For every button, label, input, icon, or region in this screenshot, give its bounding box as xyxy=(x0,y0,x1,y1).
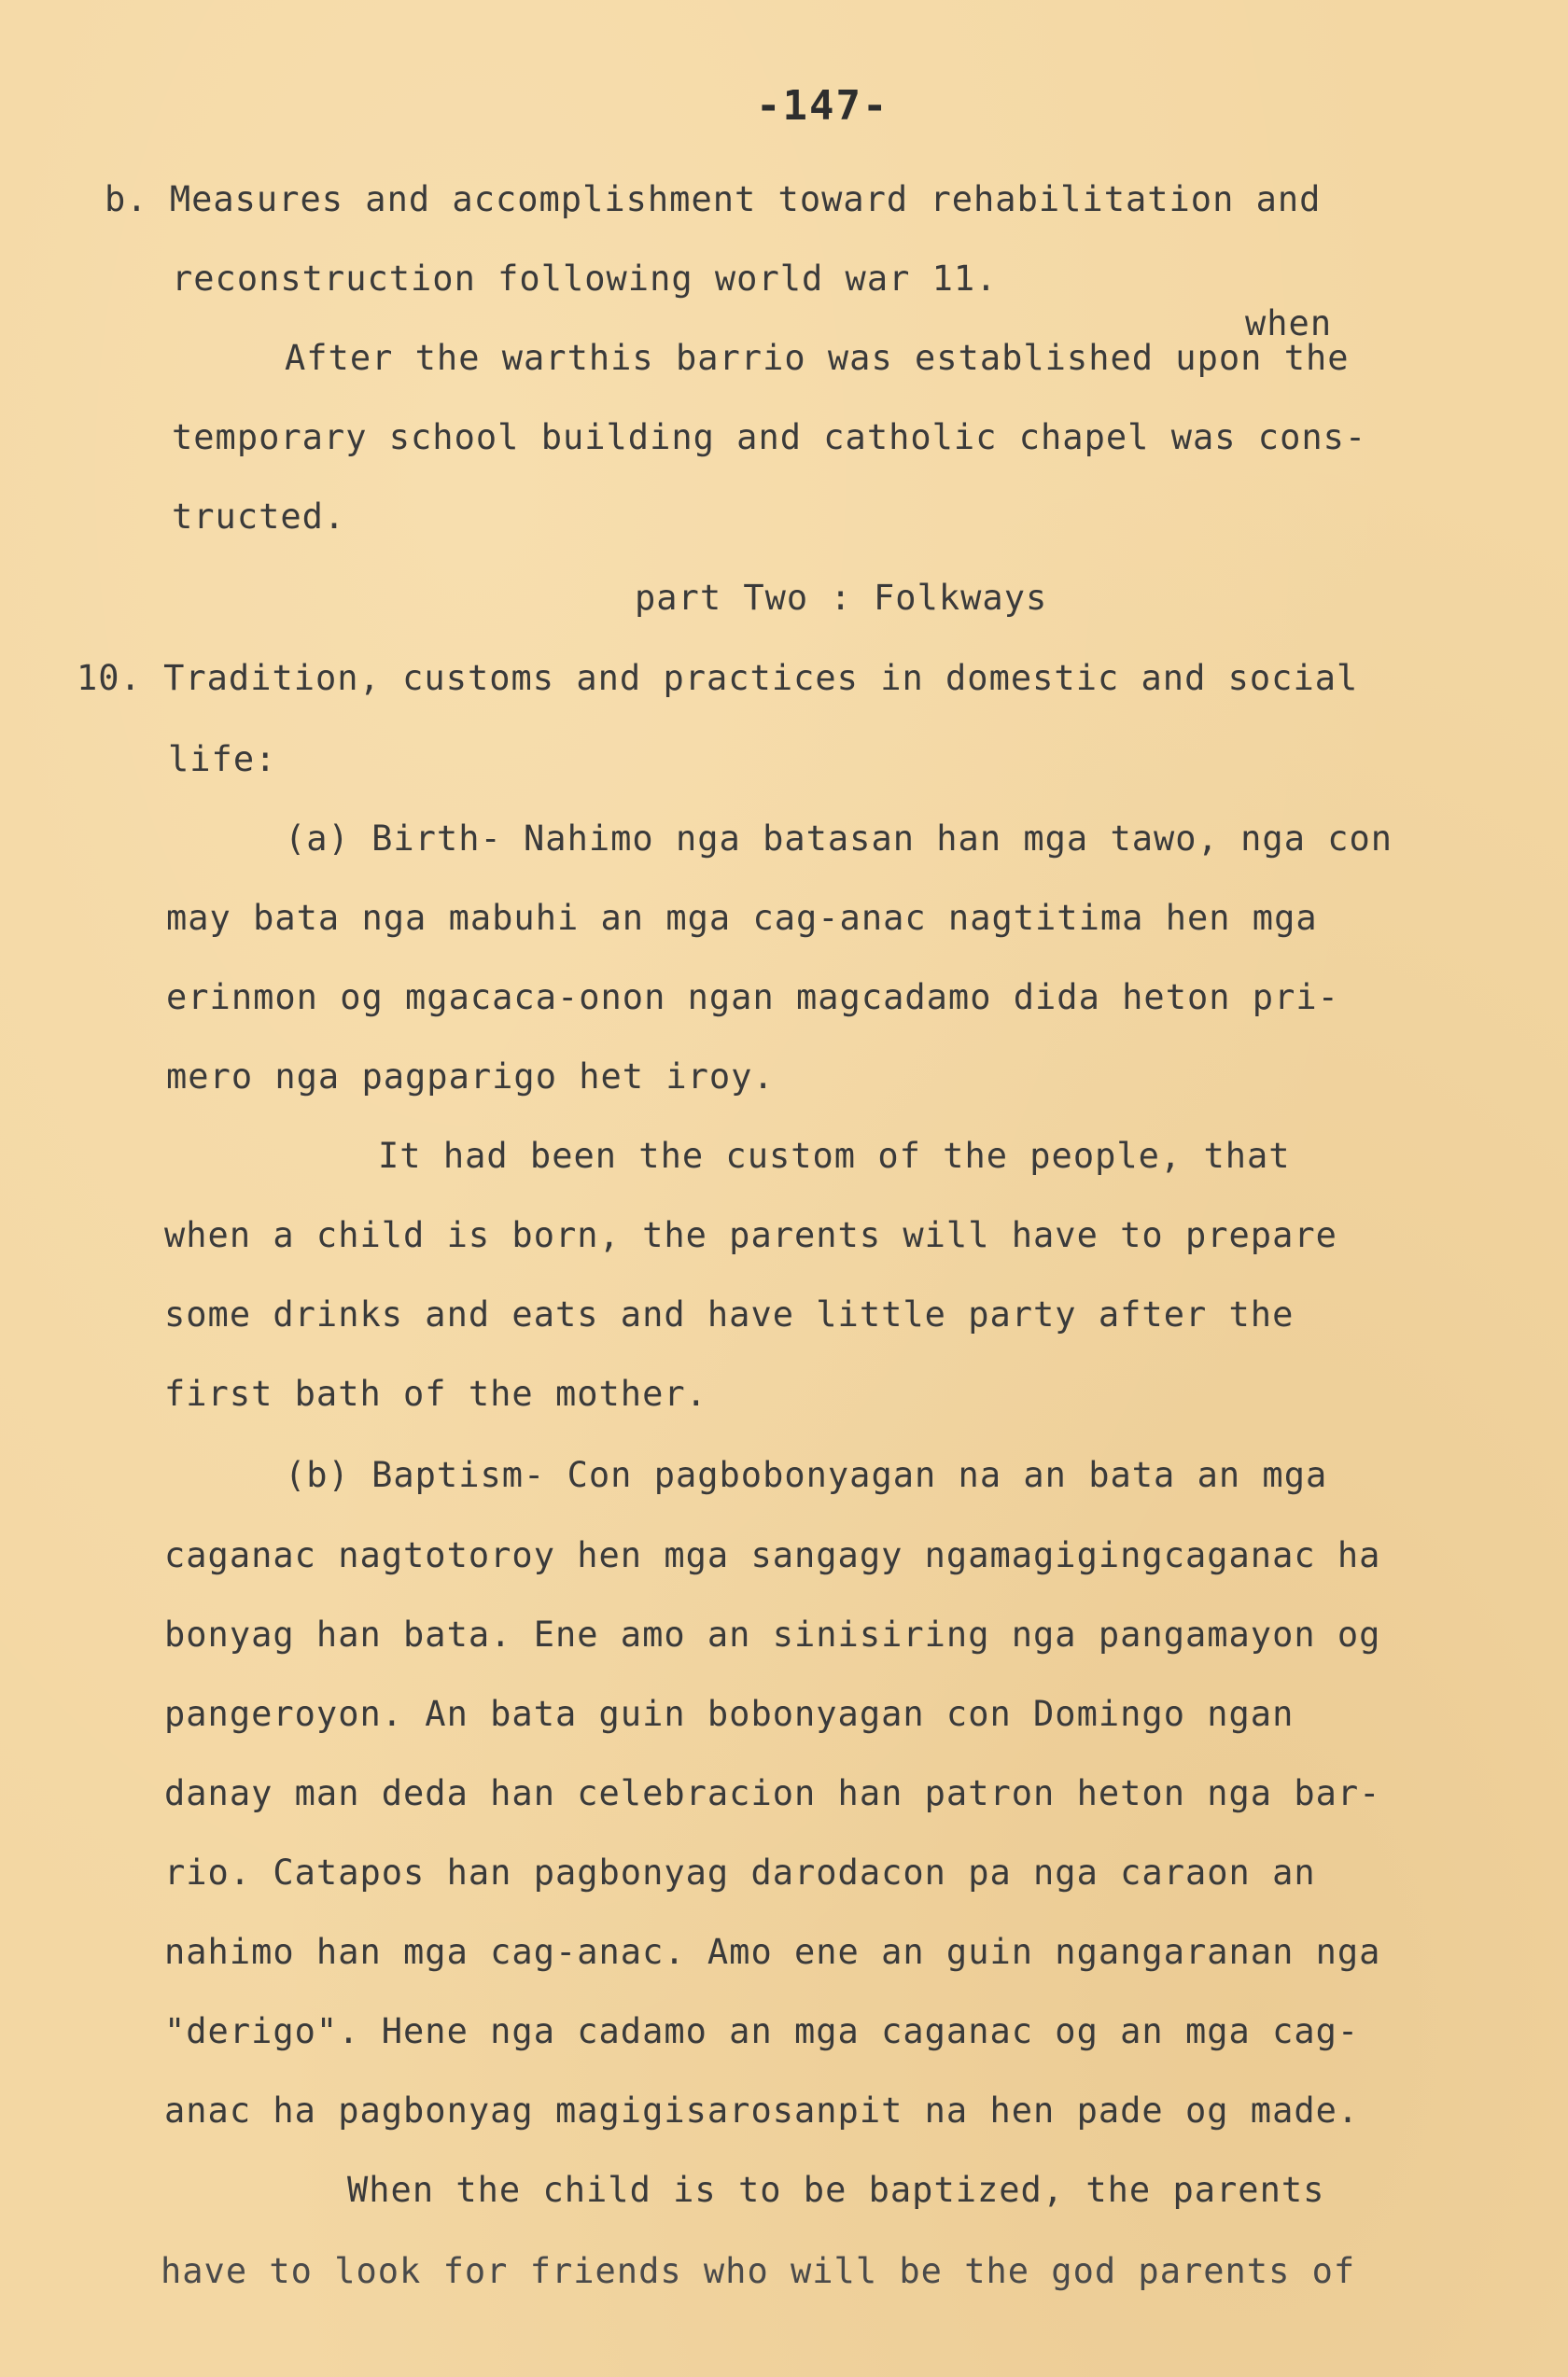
text-line: (a) Birth- Nahimo nga batasan han mga tawo, nga con xyxy=(285,818,1393,859)
text-line: rio. Catapos han pagbonyag darodacon pa nga caraon an xyxy=(164,1853,1316,1893)
page-number: -147- xyxy=(756,82,889,130)
text-line: nahimo han mga cag-anac. Amo ene an guin ngangaranan nga xyxy=(164,1932,1381,1972)
text-line: It had been the custom of the people, that xyxy=(378,1136,1291,1176)
text-line: After the warthis barrio was established upon the xyxy=(285,338,1350,378)
text-line: first bath of the mother. xyxy=(164,1374,707,1414)
text-line: 10. Tradition, customs and practices in domestic and social xyxy=(77,658,1359,698)
text-line: bonyag han bata. Ene amo an sinisiring nga pangamayon og xyxy=(164,1615,1381,1655)
text-line: "derigo". Hene nga cadamo an mga caganac og an mga cag- xyxy=(164,2011,1360,2051)
text-line: temporary school building and catholic chapel was cons- xyxy=(172,417,1367,457)
text-line: tructed. xyxy=(172,496,346,537)
text-line: life: xyxy=(168,739,277,779)
text-line: When the child is to be baptized, the parents xyxy=(347,2170,1325,2210)
text-line: erinmon og mgacaca-onon ngan magcadamo dida heton pri- xyxy=(166,977,1339,1017)
section-heading: part Two : Folkways xyxy=(635,578,1048,618)
text-line: danay man deda han celebracion han patron heton nga bar- xyxy=(164,1773,1381,1813)
text-line: caganac nagtotoroy hen mga sangagy ngamagigingcaganac ha xyxy=(164,1535,1381,1575)
text-line: (b) Baptism- Con pagbobonyagan na an bata an mga xyxy=(285,1455,1328,1495)
text-line: some drinks and eats and have little party after the xyxy=(164,1294,1295,1335)
text-line: may bata nga mabuhi an mga cag-anac nagtitima hen mga xyxy=(166,898,1318,938)
text-line: have to look for friends who will be the god parents of xyxy=(161,2251,1356,2291)
text-line: pangeroyon. An bata guin bobonyagan con Domingo ngan xyxy=(164,1694,1295,1734)
text-line: when a child is born, the parents will have to prepare xyxy=(164,1215,1337,1255)
text-line: mero nga pagparigo het iroy. xyxy=(166,1056,775,1097)
text-line: b. Measures and accomplishment toward rehabilitation and xyxy=(105,179,1322,219)
text-line: reconstruction following world war 11. xyxy=(172,259,998,299)
text-line: anac ha pagbonyag magigisarosanpit na hen pade og made. xyxy=(164,2090,1360,2131)
interlinear-insertion: when xyxy=(1245,303,1333,343)
